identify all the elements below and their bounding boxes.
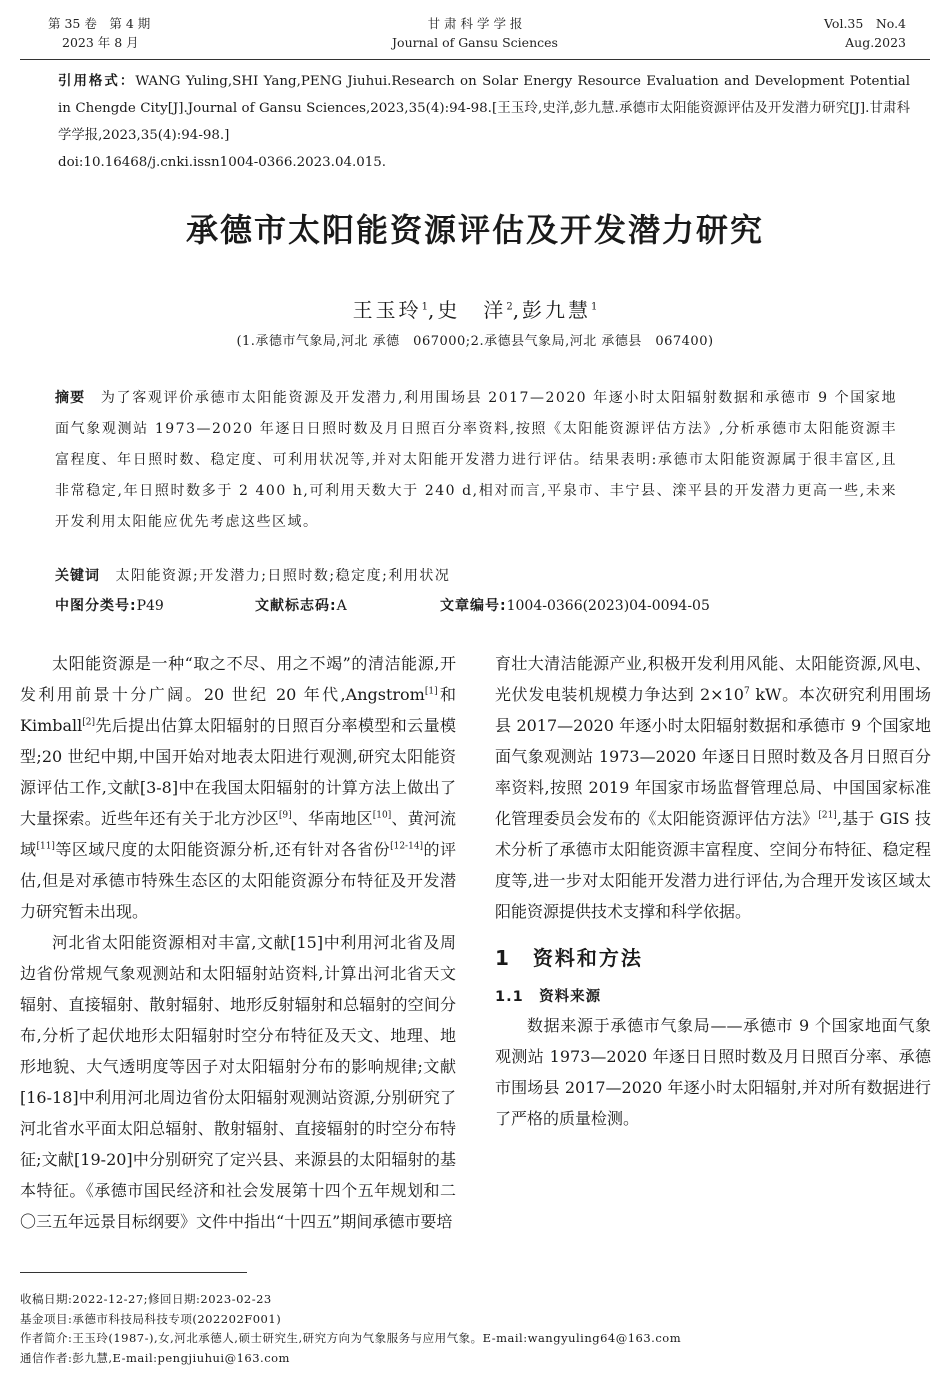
- journal-name-en: Journal of Gansu Sciences: [392, 35, 558, 50]
- abstract-text: 为了客观评价承德市太阳能资源及开发潜力,利用围场县 2017—2020 年逐小时太阳辐射数据和承德市 9 个国家地面气象观测站 1973—2020 年逐日日照时数及月日照百分率资料,按照《太阳能资源评估方法》,分析承德市太阳能资源丰富程度、年日照时数、稳定度、可利用状况等,并对太阳能开发潜力进行评估。结果表明:承德市太阳能资源属于很丰富区,且非常稳定,年日照时数多于 2 400 h,可利用天数大于 240 d,相对而言,平泉市、丰宁县、滦平县的开发潜力更高一些,未来开发利用太阳能应优先考虑这些区域。: [55, 390, 898, 530]
- abstract-label: 摘要: [55, 390, 86, 406]
- keywords: [55, 565, 897, 587]
- clc-label: 中图分类号:: [55, 598, 137, 614]
- doi[interactable]: doi:10.16468/j.cnki.issn1004-0366.2023.04.015.: [58, 155, 387, 170]
- author-name: 史 洋: [437, 298, 507, 322]
- body-column-left: [20, 648, 456, 1237]
- text-run: 先后提出估算太阳辐射的日照百分率模型和云量模型;20 世纪中期,中国开始对地表太阳进行观测,研究太阳能资源评估工作,文献[3-8]中在我国太阳辐射的计算方法上做出了大量探索。近些年还有关于北方沙区: [20, 716, 456, 828]
- text-run: 和 Kimball: [20, 685, 456, 735]
- paragraph-data-source: 数据来源于承德市气象局——承德市 9 个国家地面气象观测站 1973—2020 年逐日日照时数及月日照百分率、承德市围场县 2017—2020 年逐小时太阳辐射,并对所有数据进行了严格的质量检测。: [495, 1016, 931, 1128]
- keywords-text: 太阳能资源;开发潜力;日照时数;稳定度;利用状况: [115, 568, 451, 584]
- citation-ref: [21]: [818, 810, 837, 821]
- article-value: 1004-0366(2023)04-0094-05: [506, 598, 710, 614]
- exponent: 7: [743, 686, 750, 697]
- citation-text: WANG Yuling,SHI Yang,PENG Jiuhui.Research on Solar Energy Resource Evaluation and Development Potential in Chengde City[J].Journal of Gansu Sciences,2023,35(4):94-98.[王玉玲,史洋,彭九慧.承德市太阳能资源评估及开发潜力研究[J].甘肃科学学报,2023,35(4):94-98.]: [58, 74, 911, 143]
- author-affil-mark: 2: [506, 301, 513, 313]
- citation-ref: [12-14]: [390, 841, 424, 852]
- footnote-rule: [20, 1272, 247, 1273]
- article-number: [440, 595, 710, 617]
- author-affil-mark: 1: [591, 301, 598, 313]
- text-run: ,基于 GIS 技术分析了承德市太阳能资源丰富程度、空间分布特征、稳定程度等,进一步对太阳能开发潜力进行评估,为合理开发该区域太阳能资源提供技术支撑和科学依据。: [495, 809, 931, 921]
- text-run: 等区域尺度的太阳能资源分析,还有针对各省份: [54, 840, 391, 859]
- clc-code: [55, 595, 164, 617]
- doc-value: A: [336, 598, 347, 614]
- keywords-label: 关键词: [55, 568, 100, 584]
- text-run: 、华南地区: [291, 809, 373, 828]
- author-bio: 作者简介:王玉玲(1987-),女,河北承德人,硕士研究生,研究方向为气象服务与应用气象。E-mail:wangyuling64@163.com: [20, 1331, 682, 1345]
- section-heading-1: 1 资料和方法: [495, 946, 643, 970]
- citation-ref: [11]: [36, 841, 55, 852]
- section-heading-1-1: 1.1 资料来源: [495, 989, 602, 1005]
- article-title: 承德市太阳能资源评估及开发潜力研究: [185, 211, 764, 249]
- paragraph-intro: [20, 648, 456, 927]
- author-name: 彭九慧: [522, 298, 592, 322]
- abstract: [55, 383, 897, 538]
- citation-ref: [1]: [424, 686, 438, 697]
- journal-name-cn: 甘 肃 科 学 学 报: [427, 16, 523, 31]
- author-name: 王玉玲: [352, 298, 422, 322]
- doc-code: [255, 595, 347, 617]
- header-right: [824, 14, 906, 52]
- date-cn: 2023 年 8 月: [62, 35, 139, 50]
- paragraph-hebei: [20, 927, 456, 1237]
- paragraph-hebei-continued: [495, 648, 931, 927]
- citation-block: [58, 68, 910, 176]
- body-column-right: [495, 648, 931, 1134]
- text-run: kW。本次研究利用围场县 2017—2020 年逐小时太阳辐射数据和承德市 9 个国家地面气象观测站 1973—2020 年逐日日照时数及各月日照百分率资料,按照 2019 年国家市场监督管理总局、中国国家标准化管理委员会发布的《太阳能资源评估方法》: [495, 685, 931, 828]
- header-rule: [20, 59, 930, 60]
- text-run: 、黄河流域: [20, 809, 456, 859]
- received-date: 收稿日期:2022-12-27;修回日期:2023-02-23: [20, 1292, 272, 1306]
- article-label: 文章编号:: [440, 598, 507, 614]
- citation-ref: [2]: [82, 717, 96, 728]
- text-run: 育壮大清洁能源产业,积极开发利用风能、太阳能资源,风电、光伏发电装机规模力争达到 2×10: [495, 654, 931, 704]
- clc-value: P49: [136, 598, 164, 614]
- text-run: 的评估,但是对承德市特殊生态区的太阳能资源分布特征及开发潜力研究暂未出现。: [20, 840, 456, 921]
- corresponding-author: 通信作者:彭九慧,E-mail:pengjiuhui@163.com: [20, 1350, 290, 1365]
- affiliations: (1.承德市气象局,河北 承德 067000;2.承德县气象局,河北 承德县 067400): [236, 334, 714, 349]
- date-en: Aug.2023: [845, 35, 906, 50]
- header-center: [0, 14, 950, 52]
- author-affil-mark: 1: [421, 301, 428, 313]
- footnotes: [20, 1290, 920, 1368]
- volume-issue-en: Vol.35 No.4: [824, 16, 906, 31]
- citation-ref: [10]: [372, 810, 392, 821]
- doc-label: 文献标志码:: [255, 598, 337, 614]
- citation-ref: [9]: [278, 810, 292, 821]
- text-run: 太阳能资源是一种“取之不尽、用之不竭”的清洁能源,开发利用前景十分广阔。20 世纪 20 年代,Angstrom: [20, 654, 456, 704]
- fund-project: 基金项目:承德市科技局科技专项(202202F001): [20, 1311, 282, 1326]
- volume-issue-cn: 第 35 卷 第 4 期: [48, 16, 151, 31]
- author-list: 王玉玲$^1$,史 洋$^2$,彭九慧$^1$: [352, 298, 598, 322]
- citation-label: 引用格式：: [58, 74, 136, 89]
- text-run: 河北省太阳能资源相对丰富,文献[15]中利用河北省及周边省份常规气象观测站和太阳辐射站资料,计算出河北省天文辐射、直接辐射、散射辐射、地形反射辐射和总辐射的空间分布,分析了起伏地形太阳辐射时空分布特征及天文、地理、地形地貌、大气透明度等因子对太阳辐射分布的影响规律;文献[16-18]中利用河北周边省份太阳辐射观测站资源,分别研究了河北省水平面太阳总辐射、散射辐射、直接辐射的时空分布特征;文献[19-20]中分别研究了定兴县、来源县的太阳辐射的基本特征。《承德市国民经济和社会发展第十四个五年规划和二〇三五年远景目标纲要》文件中指出“十四五”期间承德市要培: [20, 933, 456, 1231]
